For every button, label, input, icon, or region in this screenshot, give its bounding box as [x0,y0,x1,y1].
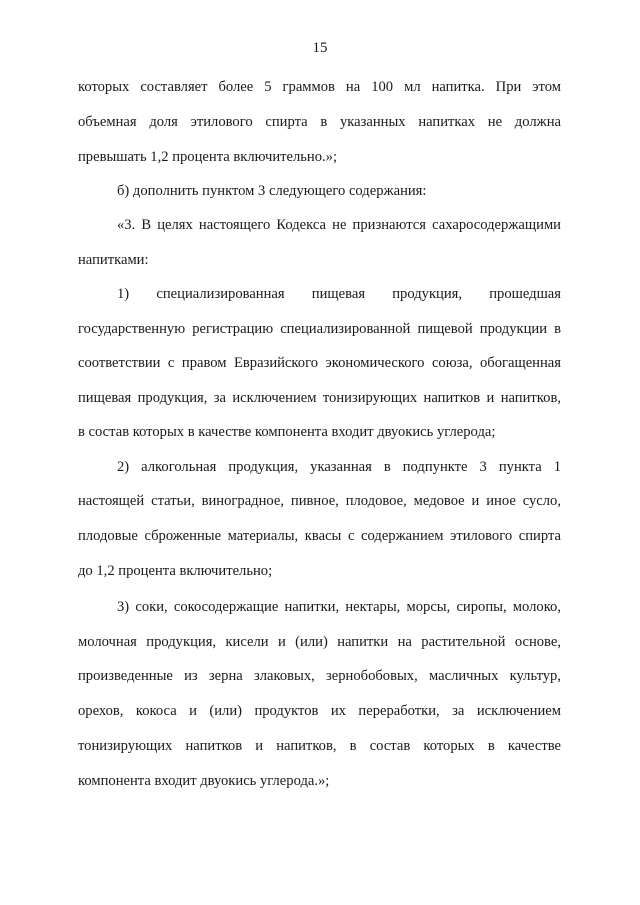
text-line: государственную регистрацию специализированной пищевой продукции в [78,321,561,337]
text-line: 2) алкогольная продукция, указанная в подпункте 3 пункта 1 [117,459,561,475]
text-line: б) дополнить пунктом 3 следующего содержания: [117,183,427,199]
text-line: до 1,2 процента включительно; [78,563,273,579]
text-line: плодовые сброженные материалы, квасы с содержанием этилового спирта [78,528,561,544]
text-line: которых составляет более 5 граммов на 100 мл напитка. При этом [78,79,561,95]
text-line: 3) соки, сокосодержащие напитки, нектары, морсы, сиропы, молоко, [117,599,561,615]
text-line: орехов, кокоса и (или) продуктов их переработки, за исключением [78,703,561,719]
text-line: «3. В целях настоящего Кодекса не признаются сахаросодержащими [117,217,561,233]
text-line: тонизирующих напитков и напитков, в состав которых в качестве [78,738,561,754]
text-line: в состав которых в качестве компонента входит двуокись углерода; [78,424,496,440]
text-line: напитками: [78,252,149,268]
text-line: превышать 1,2 процента включительно.»; [78,149,338,165]
text-line: настоящей статьи, виноградное, пивное, плодовое, медовое и иное сусло, [78,493,561,509]
text-line: 1) специализированная пищевая продукция, прошедшая [117,286,561,302]
text-line: объемная доля этилового спирта в указанных напитках не должна [78,114,561,130]
text-line: соответствии с правом Евразийского экономического союза, обогащенная [78,355,561,371]
text-line: пищевая продукция, за исключением тонизирующих напитков и напитков, [78,390,561,406]
page-number: 15 [312,40,328,56]
text-line: произведенные из зерна злаковых, зернобобовых, масличных культур, [78,668,561,684]
text-line: компонента входит двуокись углерода.»; [78,773,330,789]
text-line: молочная продукция, кисели и (или) напитки на растительной основе, [78,634,561,650]
